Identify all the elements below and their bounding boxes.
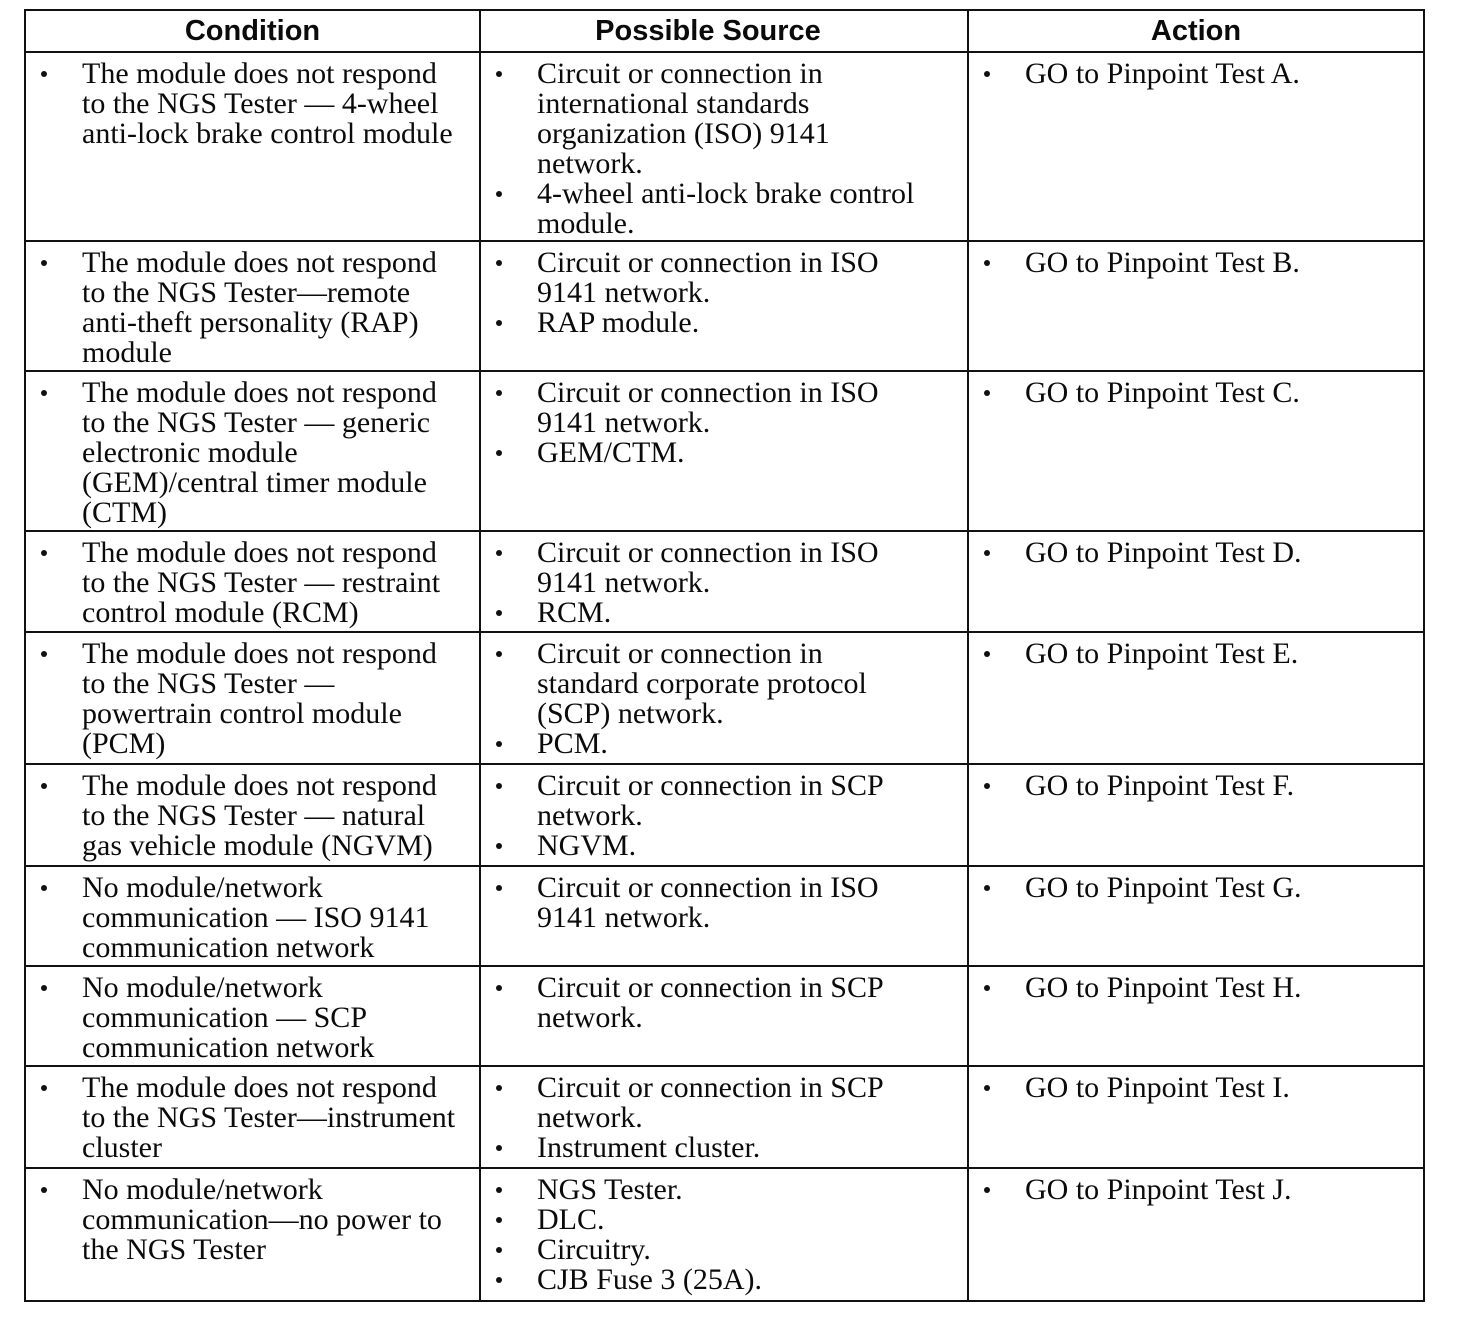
list-item: [26, 378, 479, 528]
bullet-icon: [984, 390, 990, 396]
bullet-icon: [984, 1187, 990, 1193]
bullet-icon: [496, 1217, 502, 1223]
bullet-icon: [496, 71, 502, 77]
condition-cell: [25, 52, 480, 241]
list-item: [481, 248, 967, 308]
source-text: 4-wheel anti-lock brake control module.: [537, 177, 915, 240]
condition-text: The module does not respond to the NGS Tester—remote anti-theft personality (RAP) module: [82, 246, 437, 369]
bullet-icon: [41, 885, 47, 891]
action-text: GO to Pinpoint Test C.: [1025, 376, 1300, 409]
bullet-icon: [41, 651, 47, 657]
source-cell: [480, 764, 968, 866]
list-item: [481, 771, 967, 831]
header-possible-source: Possible Source: [480, 10, 968, 52]
condition-cell: [25, 632, 480, 764]
list-item: [26, 973, 479, 1063]
table-row: [25, 52, 1424, 241]
condition-cell: [25, 866, 480, 966]
source-text: PCM.: [537, 727, 608, 760]
action-cell: [968, 52, 1424, 241]
bullet-icon: [496, 1145, 502, 1151]
bullet-icon: [41, 783, 47, 789]
bullet-icon: [41, 985, 47, 991]
source-cell: [480, 1168, 968, 1301]
source-text: Circuit or connection in ISO 9141 network.: [537, 536, 879, 599]
bullet-icon: [41, 390, 47, 396]
condition-cell: [25, 966, 480, 1066]
bullet-icon: [496, 843, 502, 849]
action-text: GO to Pinpoint Test B.: [1025, 246, 1300, 279]
bullet-icon: [496, 1247, 502, 1253]
list-item: [481, 873, 967, 933]
source-text: DLC.: [537, 1203, 605, 1236]
list-item: [481, 729, 967, 759]
source-text: NGVM.: [537, 829, 637, 862]
action-text: GO to Pinpoint Test J.: [1025, 1173, 1292, 1206]
list-item: [969, 639, 1423, 669]
table-row: [25, 764, 1424, 866]
source-text: GEM/CTM.: [537, 436, 685, 469]
action-cell: [968, 371, 1424, 531]
troubleshooting-table: [24, 9, 1425, 1302]
bullet-icon: [984, 651, 990, 657]
list-item: [481, 639, 967, 729]
bullet-icon: [984, 985, 990, 991]
bullet-icon: [496, 320, 502, 326]
list-item: [481, 378, 967, 438]
condition-cell: [25, 1066, 480, 1168]
list-item: [481, 438, 967, 468]
condition-text: No module/network communication—no power to the NGS Tester: [82, 1173, 442, 1266]
bullet-icon: [496, 985, 502, 991]
bullet-icon: [984, 885, 990, 891]
table-row: [25, 1066, 1424, 1168]
source-text: Circuit or connection in ISO 9141 network.: [537, 871, 879, 934]
list-item: [26, 59, 479, 149]
action-text: GO to Pinpoint Test G.: [1025, 871, 1302, 904]
table-row: [25, 531, 1424, 632]
source-text: Circuit or connection in SCP network.: [537, 971, 884, 1034]
list-item: [26, 639, 479, 759]
bullet-icon: [984, 1085, 990, 1091]
list-item: [481, 1265, 967, 1295]
action-text: GO to Pinpoint Test F.: [1025, 769, 1295, 802]
list-item: [481, 179, 967, 239]
condition-text: The module does not respond to the NGS Tester — powertrain control module (PCM): [82, 637, 437, 760]
list-item: [969, 873, 1423, 903]
list-item: [481, 538, 967, 598]
action-cell: [968, 966, 1424, 1066]
source-text: NGS Tester.: [537, 1173, 683, 1206]
source-cell: [480, 371, 968, 531]
list-item: [26, 771, 479, 861]
list-item: [969, 771, 1423, 801]
source-text: RCM.: [537, 596, 612, 629]
bullet-icon: [496, 783, 502, 789]
condition-text: The module does not respond to the NGS Tester — generic electronic module (GEM)/central timer module (CTM): [82, 376, 437, 529]
condition-cell: [25, 531, 480, 632]
bullet-icon: [41, 1085, 47, 1091]
list-item: [481, 308, 967, 338]
bullet-icon: [496, 1277, 502, 1283]
action-cell: [968, 632, 1424, 764]
bullet-icon: [496, 450, 502, 456]
action-cell: [968, 764, 1424, 866]
table-row: [25, 632, 1424, 764]
list-item: [26, 1073, 479, 1163]
condition-text: The module does not respond to the NGS Tester—instrument cluster: [82, 1071, 456, 1164]
condition-cell: [25, 764, 480, 866]
source-cell: [480, 966, 968, 1066]
bullet-icon: [496, 885, 502, 891]
bullet-icon: [41, 550, 47, 556]
source-text: Circuit or connection in ISO 9141 network.: [537, 376, 879, 439]
action-cell: [968, 866, 1424, 966]
action-text: GO to Pinpoint Test I.: [1025, 1071, 1290, 1104]
header-condition: Condition: [25, 10, 480, 52]
table-row: [25, 866, 1424, 966]
list-item: [481, 973, 967, 1033]
bullet-icon: [496, 741, 502, 747]
source-text: RAP module.: [537, 306, 700, 339]
bullet-icon: [984, 260, 990, 266]
action-text: GO to Pinpoint Test D.: [1025, 536, 1302, 569]
header-row: [25, 10, 1424, 52]
list-item: [481, 598, 967, 628]
list-item: [26, 873, 479, 963]
bullet-icon: [496, 1085, 502, 1091]
list-item: [969, 1175, 1423, 1205]
bullet-icon: [41, 71, 47, 77]
list-item: [26, 248, 479, 368]
source-cell: [480, 52, 968, 241]
condition-cell: [25, 371, 480, 531]
source-text: Circuit or connection in standard corporate protocol (SCP) network.: [537, 637, 867, 730]
bullet-icon: [496, 1187, 502, 1193]
action-text: GO to Pinpoint Test E.: [1025, 637, 1299, 670]
bullet-icon: [496, 390, 502, 396]
bullet-icon: [984, 783, 990, 789]
list-item: [481, 831, 967, 861]
source-cell: [480, 241, 968, 371]
action-cell: [968, 241, 1424, 371]
list-item: [969, 538, 1423, 568]
list-item: [481, 1235, 967, 1265]
bullet-icon: [984, 550, 990, 556]
list-item: [481, 1073, 967, 1133]
source-cell: [480, 866, 968, 966]
header-action: Action: [968, 10, 1424, 52]
bullet-icon: [496, 651, 502, 657]
condition-text: No module/network communication — ISO 9141 communication network: [82, 871, 430, 964]
list-item: [26, 538, 479, 628]
bullet-icon: [41, 1187, 47, 1193]
action-text: GO to Pinpoint Test A.: [1025, 57, 1300, 90]
source-cell: [480, 632, 968, 764]
source-cell: [480, 531, 968, 632]
condition-cell: [25, 1168, 480, 1301]
bullet-icon: [496, 191, 502, 197]
list-item: [969, 59, 1423, 89]
bullet-icon: [496, 260, 502, 266]
bullet-icon: [984, 71, 990, 77]
list-item: [481, 1175, 967, 1205]
table-row: [25, 241, 1424, 371]
action-cell: [968, 1168, 1424, 1301]
source-text: Circuit or connection in SCP network.: [537, 769, 884, 832]
source-cell: [480, 1066, 968, 1168]
source-text: Circuit or connection in ISO 9141 network.: [537, 246, 879, 309]
action-cell: [968, 531, 1424, 632]
action-text: GO to Pinpoint Test H.: [1025, 971, 1302, 1004]
list-item: [481, 1205, 967, 1235]
source-text: Circuit or connection in international standards organization (ISO) 9141 network.: [537, 57, 830, 180]
table-row: [25, 371, 1424, 531]
source-text: Circuitry.: [537, 1233, 651, 1266]
table-row: [25, 966, 1424, 1066]
list-item: [969, 378, 1423, 408]
source-text: Instrument cluster.: [537, 1131, 761, 1164]
condition-cell: [25, 241, 480, 371]
list-item: [26, 1175, 479, 1265]
list-item: [969, 973, 1423, 1003]
list-item: [969, 1073, 1423, 1103]
action-cell: [968, 1066, 1424, 1168]
list-item: [481, 59, 967, 179]
source-text: CJB Fuse 3 (25A).: [537, 1263, 763, 1296]
condition-text: The module does not respond to the NGS Tester — natural gas vehicle module (NGVM): [82, 769, 437, 862]
condition-text: No module/network communication — SCP communication network: [82, 971, 375, 1064]
list-item: [481, 1133, 967, 1163]
bullet-icon: [41, 260, 47, 266]
source-text: Circuit or connection in SCP network.: [537, 1071, 884, 1134]
table-row: [25, 1168, 1424, 1301]
list-item: [969, 248, 1423, 278]
bullet-icon: [496, 610, 502, 616]
condition-text: The module does not respond to the NGS Tester — 4-wheel anti-lock brake control module: [82, 57, 453, 150]
condition-text: The module does not respond to the NGS Tester — restraint control module (RCM): [82, 536, 441, 629]
bullet-icon: [496, 550, 502, 556]
